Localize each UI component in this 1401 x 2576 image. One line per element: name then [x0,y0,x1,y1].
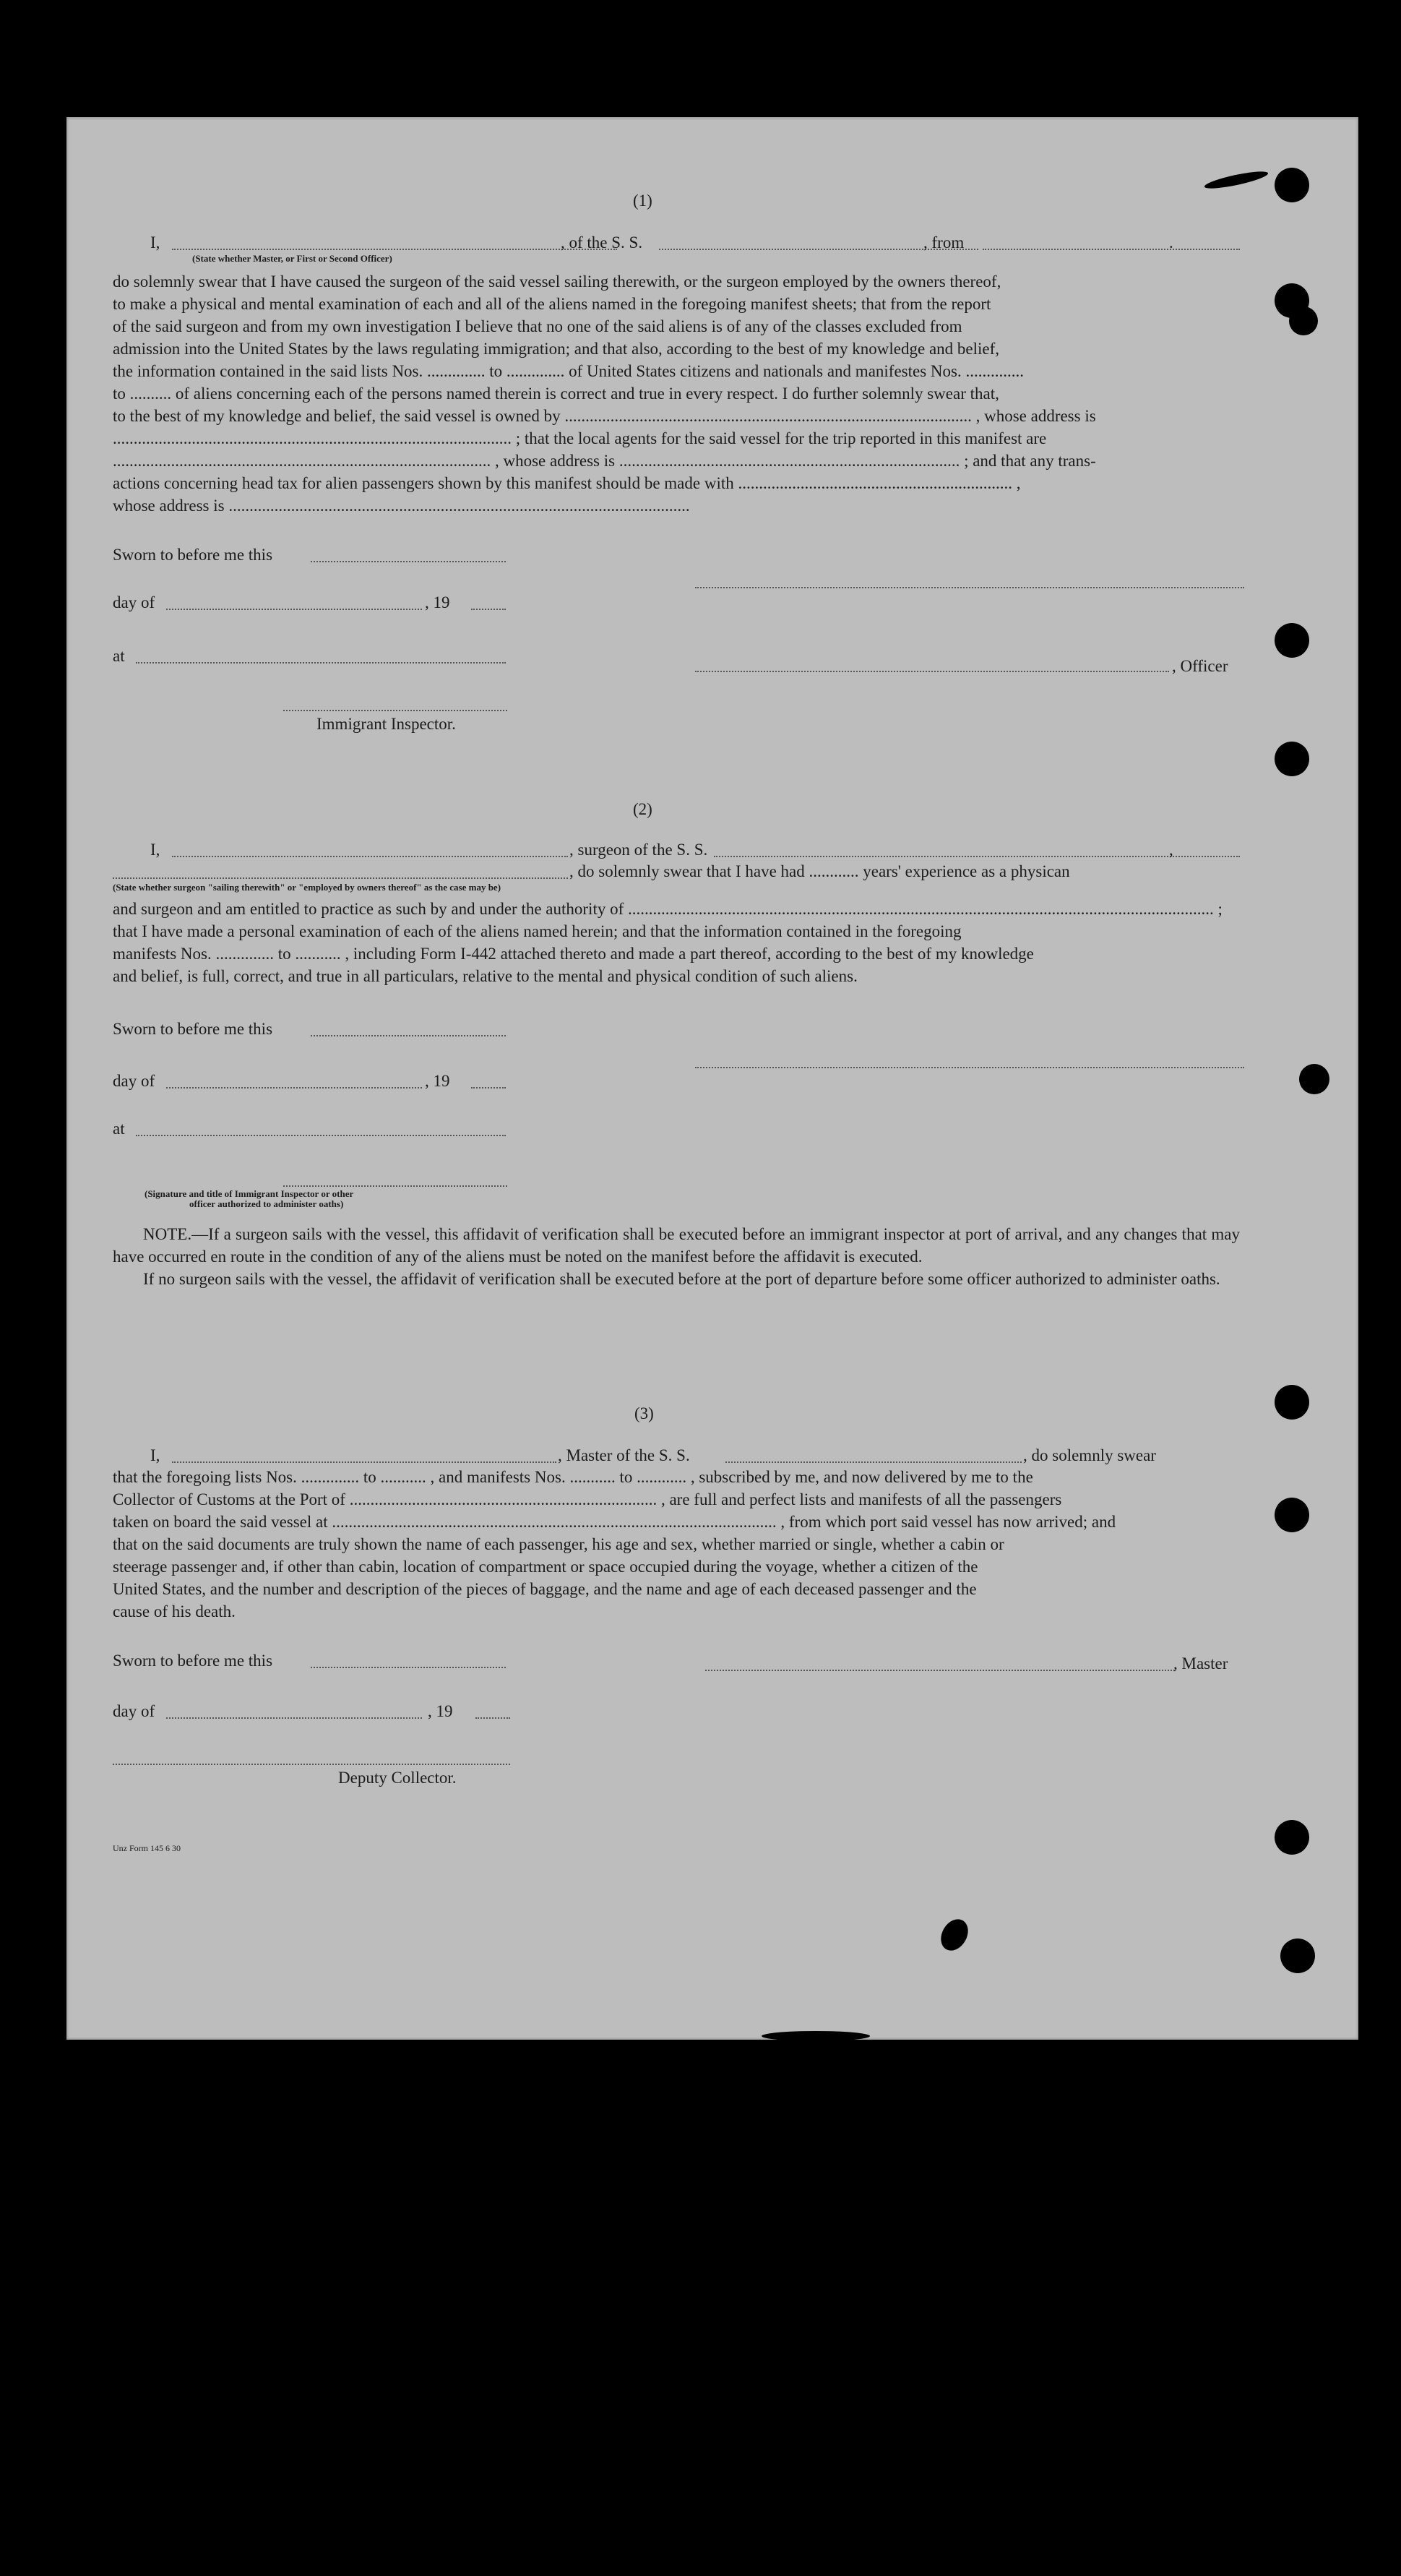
s1-body: do solemnly swear that I have caused the surgeon of the said vessel sailing therewith, or the surgeon employed by the owners thereof, to make a physical and mental examination of each and all of the aliens named in the foregoing manifest sheets; that from the report of the said surgeon and from my own investigation I believe that no one of the said aliens is of any of the classes excluded from admission into the United States by the laws regulating immigration; and that also, according to the best of my knowledge and belief, the information contained in the said lists Nos. .............. to .............. of United States citizens and nationals and manifestes Nos. .............. to .......... of aliens concerning each of the persons named therein is correct and true in every respect. I do further solemnly swear that, to the best of my knowledge and belief, the said vessel is owned by .................................................................................................. , whose address is ................................................................................................ ; that the local agents for the said vessel for the trip reported in this manifest are ........................................................................................... , whose address is .................................................................................. ; and that any trans- actions concerning head tax for alien passengers shown by this manifest should be made with .................................................................. , whose address is ............................................................................................................... [113,272,1096,515]
s2-line1-ss: , surgeon of the S. S. [569,841,708,859]
s1-line1-from: , from [923,233,965,252]
s1-line1-end: . [1169,233,1173,252]
s3-sworn: Sworn to before me this [113,1652,273,1670]
s3-deputy: Deputy Collector. [338,1769,457,1787]
s3-line1-ss: , Master of the S. S. [558,1446,690,1464]
s2-sig-note-2: officer authorized to administer oaths) [189,1198,344,1209]
punch-hole [1275,1385,1309,1420]
s2-year: , 19 [425,1072,450,1090]
s2-line1-end: , [1169,841,1173,859]
s2-body: and surgeon and am entitled to practice as such by and under the authority of ............................................................................................................................................. ; that I have made a personal examination of each of the aliens named herein; and that the information contained in the foregoing manifests Nos. .............. to ........... , including Form I-442 attached thereto and made a part thereof, according to the best of my knowledge and belief, is full, correct, and true in all particulars, relative to the mental and physical condition of such aliens. [113,900,1223,985]
s1-line1-i: I, [150,233,160,252]
punch-hole [1280,1939,1315,1973]
s1-day: day of [113,593,155,611]
s2-surgeon-note: (State whether surgeon "sailing therewith" or "employed by owners thereof" as the case may be) [113,882,501,893]
punch-hole [1275,1820,1309,1855]
punch-hole [1275,1498,1309,1532]
ink-blot [1204,168,1269,192]
s3-body: that the foregoing lists Nos. .............. to ........... , and manifests Nos. ........... to ............ , subscribed by me, and now delivered by me to the Collector of Customs at the Port of .......................................................................... , are full and perfect lists and manifests of all the passengers taken on board the said vessel at ........................................................................................................... , from which port said vessel has now arrived; and that on the said documents are truly shown the name of each passenger, his age and sex, whether married or single, whether a cabin or steerage passenger and, if other than cabin, location of compartment or space occupied during the voyage, whether a citizen of the United States, and the number and description of the pieces of baggage, and the name and age of each deceased passenger and the cause of his death. [113,1468,1116,1620]
s2-line1-i: I, [150,841,160,859]
section-2-number: (2) [633,800,652,818]
s3-master: , Master [1173,1654,1228,1673]
s3-year: , 19 [428,1702,453,1720]
form-number: Unz Form 145 6 30 [113,1843,181,1853]
s1-year: , 19 [425,593,450,611]
section-3-number: (3) [634,1404,654,1422]
s3-day: day of [113,1702,155,1720]
s1-sworn: Sworn to before me this [113,546,273,564]
punch-hole [1275,168,1309,202]
s1-inspector: Immigrant Inspector. [316,715,456,733]
s2-at: at [113,1120,125,1138]
s2-day: day of [113,1072,155,1090]
s1-at: at [113,647,125,665]
punch-hole [1289,306,1318,335]
form-page [66,117,1358,2040]
section-1-number: (1) [633,192,652,210]
punch-hole [1299,1064,1329,1094]
s2-sig-note-1: (Signature and title of Immigrant Inspector or other [145,1188,354,1199]
s1-line1-ss: , of the S. S. [561,233,643,252]
s2-line2: , do solemnly swear that I have had ............ years' experience as a physican [569,862,1070,880]
s2-note: NOTE.—If a surgeon sails with the vessel, this affidavit of verification shall be executed before an immigrant inspector at port of arrival, and any changes that may have occurred en route in the condition of any of the aliens must be noted on the manifest before the affidavit is executed. If no surgeon sails with the vessel, the affidavit of verification shall be executed before at the port of departure before some officer authorized to administer oaths. [113,1225,1240,1288]
ink-blot [762,2031,870,2041]
punch-hole [1275,623,1309,658]
punch-hole [1275,742,1309,776]
s3-line1-swear: , do solemnly swear [1023,1446,1156,1464]
ink-blot [936,1915,973,1956]
s1-officer-note: (State whether Master, or First or Second Officer) [192,253,392,264]
s2-sworn: Sworn to before me this [113,1020,273,1038]
s3-line1-i: I, [150,1446,160,1464]
s1-officer: , Officer [1172,657,1228,675]
